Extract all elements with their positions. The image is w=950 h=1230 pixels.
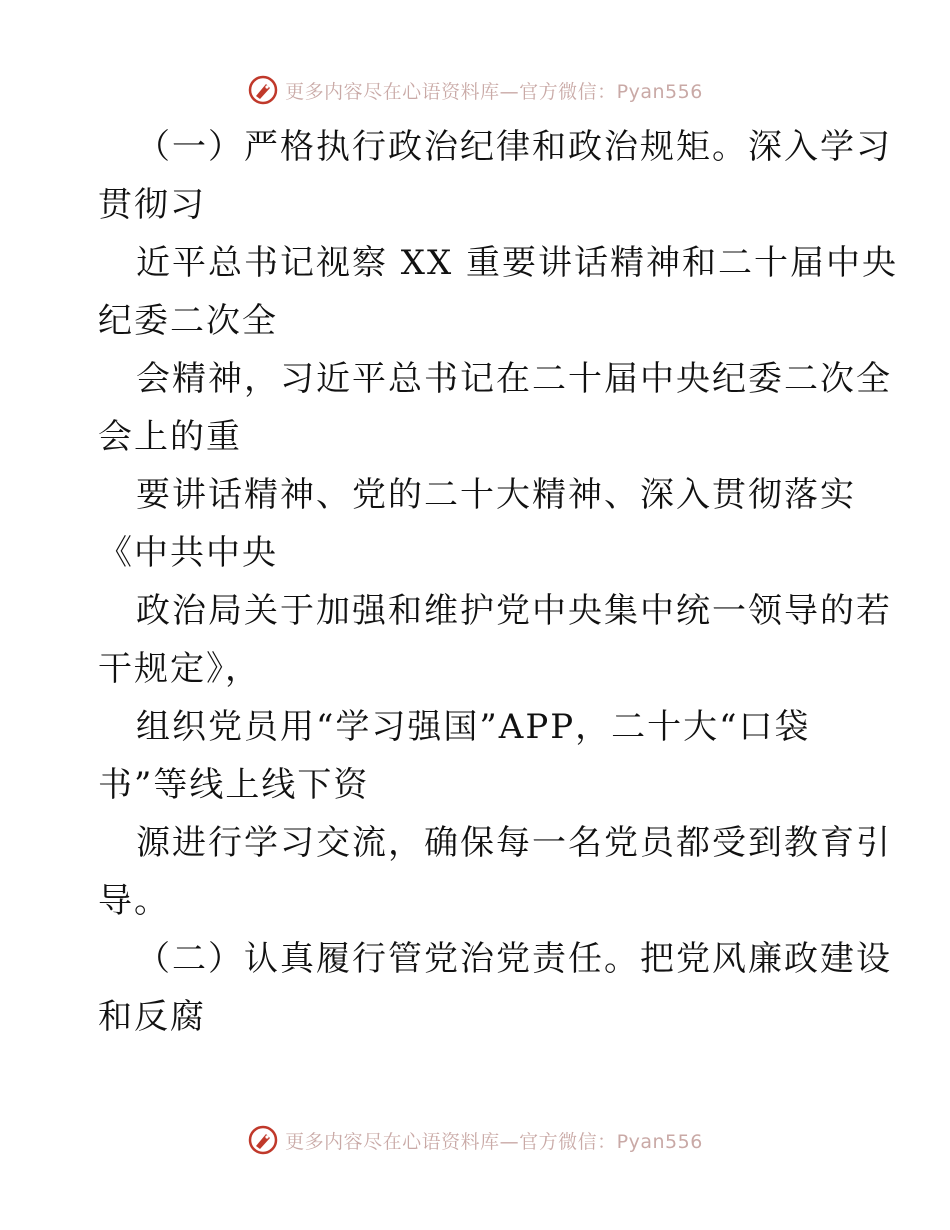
header-banner-text: 更多内容尽在心语资料库—官方微信：Pyan556 — [285, 80, 703, 103]
text-line: 贯彻习 — [98, 185, 206, 225]
text-line: 导。 — [98, 881, 170, 921]
text-line: 组织党员用“学习强国”APP，二十大“口袋 — [136, 707, 811, 747]
pen-nib-logo-icon — [247, 1124, 279, 1156]
text-line: 政治局关于加强和维护党中央集中统一领导的若 — [136, 591, 892, 631]
text-line: 和反腐 — [98, 997, 206, 1037]
text-line: 要讲话精神、党的二十大精神、深入贯彻落实 — [136, 475, 856, 515]
text-line: 会上的重 — [98, 417, 242, 457]
pen-nib-logo-icon — [247, 74, 279, 106]
text-line: 源进行学习交流，确保每一名党员都受到教育引 — [136, 823, 892, 863]
text-line: 会精神，习近平总书记在二十届中央纪委二次全 — [136, 359, 892, 399]
text-line: 纪委二次全 — [98, 301, 278, 341]
document-body — [98, 118, 899, 1046]
text-line: （一）严格执行政治纪律和政治规矩。深入学习 — [136, 127, 892, 167]
text-line: （二）认真履行管党治党责任。把党风廉政建设 — [136, 939, 892, 979]
text-line: 《中共中央 — [98, 533, 278, 573]
footer-banner-text: 更多内容尽在心语资料库—官方微信：Pyan556 — [285, 1130, 703, 1153]
text-line: 书”等线上线下资 — [98, 765, 370, 805]
text-line: 干规定》， — [98, 649, 261, 689]
header-banner — [0, 70, 950, 110]
footer-banner — [0, 1120, 950, 1160]
text-line: 近平总书记视察 XX 重要讲话精神和二十届中央 — [136, 243, 899, 283]
